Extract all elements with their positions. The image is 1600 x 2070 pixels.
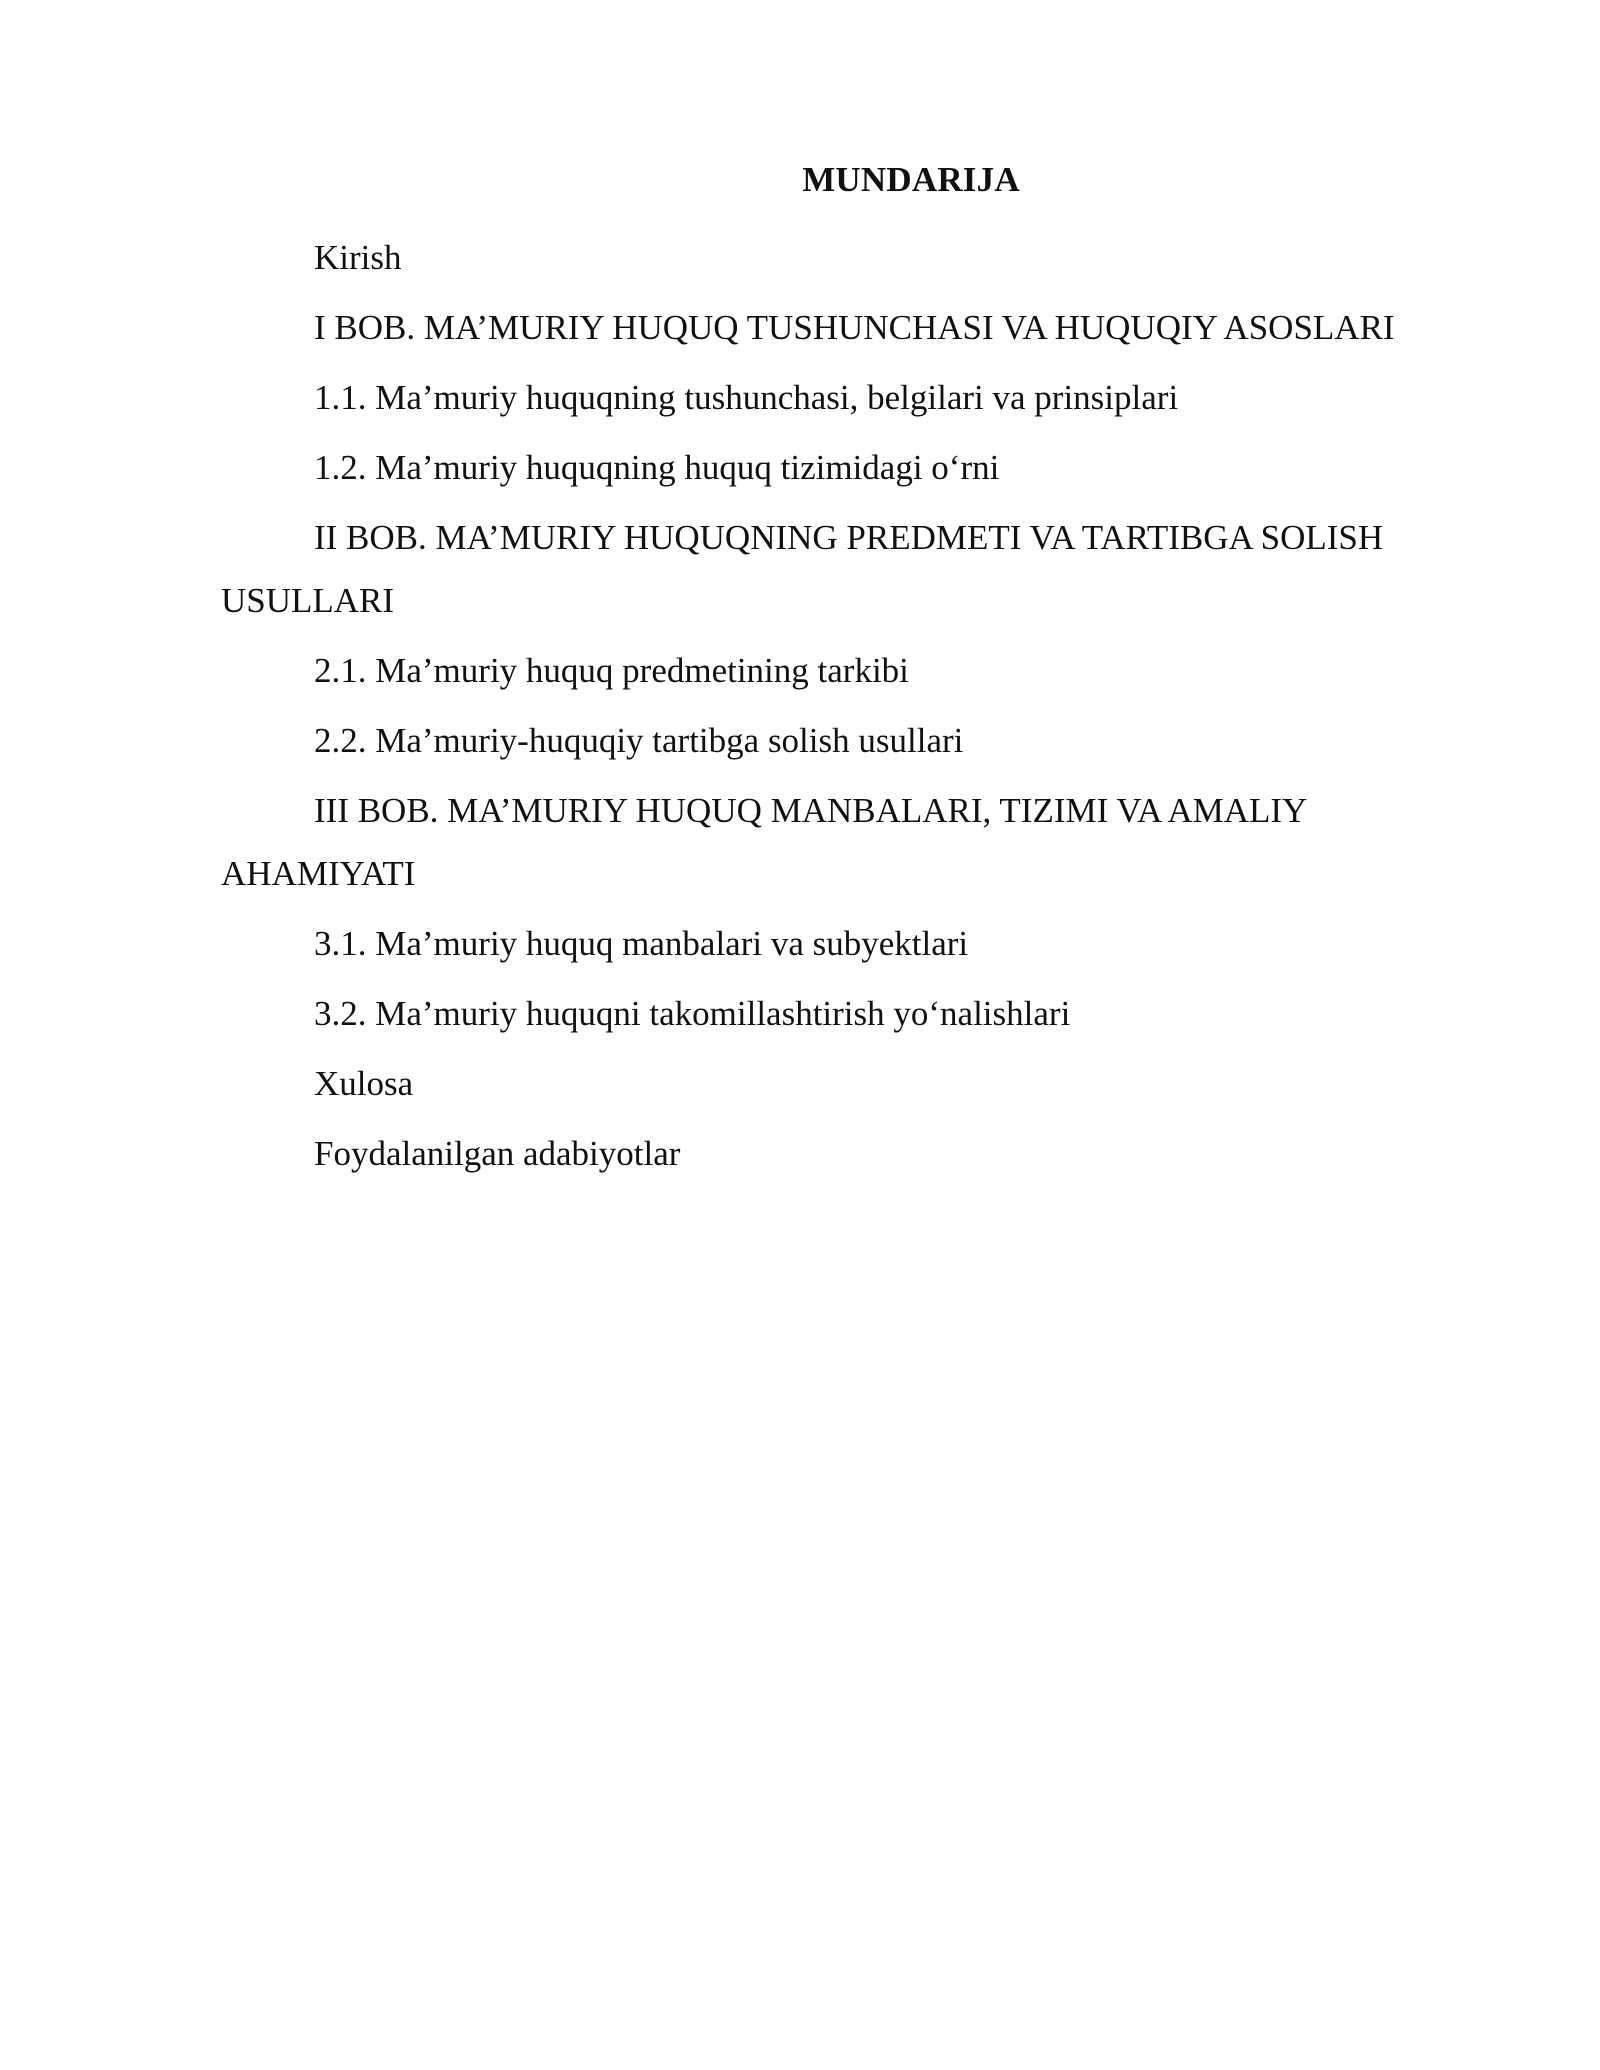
toc-entry-section-3-1: 3.1. Ma’muriy huquq manbalari va subyektlari <box>314 924 969 963</box>
toc-entry-section-1-1: 1.1. Ma’muriy huquqning tushunchasi, belgilari va prinsiplari <box>314 378 1179 417</box>
toc-entry-references: Foydalanilgan adabiyotlar <box>314 1134 681 1173</box>
toc-title: MUNDARIJA <box>802 160 1020 199</box>
toc-entry-chapter-2: II BOB. MA’MURIY HUQUQNING PREDMETI VA TARTIBGA SOLISH USULLARI <box>221 518 1384 620</box>
toc-entry-section-3-2: 3.2. Ma’muriy huquqni takomillashtirish yo‘nalishlari <box>314 994 1071 1033</box>
toc-entry-section-2-2: 2.2. Ma’muriy-huquqiy tartibga solish usullari <box>314 721 964 760</box>
toc-entry-chapter-1: I BOB. MA’MURIY HUQUQ TUSHUNCHASI VA HUQUQIY ASOSLARI <box>314 308 1395 347</box>
toc-entry-introduction: Kirish <box>314 238 402 277</box>
toc-entry-section-2-1: 2.1. Ma’muriy huquq predmetining tarkibi <box>314 651 909 690</box>
table-of-contents <box>221 148 1471 1192</box>
toc-entry-chapter-3: III BOB. MA’MURIY HUQUQ MANBALARI, TIZIMI VA AMALIY AHAMIYATI <box>221 791 1306 893</box>
toc-entry-section-1-2: 1.2. Ma’muriy huquqning huquq tizimidagi o‘rni <box>314 448 1000 487</box>
toc-entry-conclusion: Xulosa <box>314 1064 414 1103</box>
